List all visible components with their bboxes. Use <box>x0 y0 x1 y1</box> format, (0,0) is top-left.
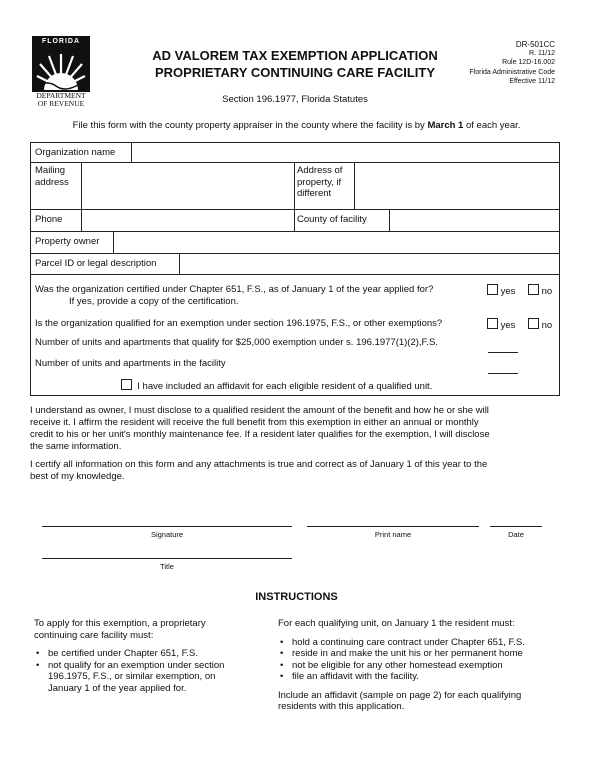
question-certified: Was the organization certified under Chapter 651, F.S., as of January 1 of the year applied for? <box>35 284 434 295</box>
form-meta <box>469 40 555 86</box>
print-name-line[interactable] <box>307 526 479 527</box>
left-intro-line: To apply for this exemption, a proprietary <box>34 618 206 629</box>
question-qualifying-units: Number of units and apartments that qualify for $25,000 exemption under s. 196.1977(1)(2),F.S. <box>35 337 438 348</box>
property-address-label-l3: different <box>297 188 332 199</box>
application-form <box>30 142 560 396</box>
qualified-no-option[interactable] <box>528 318 552 332</box>
list-item-line: January 1 of the year applied for. <box>48 682 187 694</box>
list-item-line: • not qualify for an exemption under section <box>48 659 225 671</box>
checkbox-icon[interactable] <box>487 284 498 295</box>
no-label: no <box>541 286 553 297</box>
print-name-label: Print name <box>374 530 412 539</box>
signature-line[interactable] <box>42 526 292 527</box>
yes-label: yes <box>500 286 516 297</box>
title-label: Title <box>160 562 174 571</box>
file-instruction-date: March 1 <box>427 120 464 131</box>
cell-divider <box>354 162 355 209</box>
phone-field[interactable] <box>83 211 292 229</box>
disclosure-line: receive it. I affirm the resident will receive the full benefit from this exemption in either an annual or monthly <box>30 417 479 428</box>
left-intro-line: continuing care facility must: <box>34 629 154 641</box>
yes-label: yes <box>500 320 516 331</box>
parcel-label: Parcel ID or legal description <box>35 258 157 269</box>
disclosure-line: the same information. <box>30 441 122 452</box>
list-item: • hold a continuing care contract under Chapter 651, F.S. <box>292 637 563 649</box>
file-instruction-prefix: File this form with the county property appraiser in the county where the facility is by <box>72 120 428 131</box>
instructions-left-column <box>34 618 264 694</box>
cell-divider <box>179 253 180 274</box>
mailing-address-label <box>35 165 69 188</box>
checkbox-icon[interactable] <box>528 318 539 329</box>
right-bullet-list <box>278 637 563 683</box>
form-number: DR-501CC <box>515 40 555 49</box>
checkbox-icon[interactable] <box>121 379 132 390</box>
logo-dept-line1: DEPARTMENT <box>36 91 86 100</box>
logo-dept-line2: OF REVENUE <box>37 99 85 108</box>
checkbox-icon[interactable] <box>487 318 498 329</box>
list-item: • file an affidavit with the facility. <box>292 671 563 683</box>
no-label: no <box>541 320 553 331</box>
certified-no-option[interactable] <box>528 284 552 298</box>
disclosure-line: I understand as owner, I must disclose to a qualified resident the amount of the benefit and how he or she will <box>30 405 489 416</box>
county-field[interactable] <box>391 211 557 229</box>
signature-label: Signature <box>150 530 184 539</box>
organization-name-field[interactable] <box>133 144 557 161</box>
statutes-line: Section 196.1977, Florida Statutes <box>222 94 368 105</box>
row-divider <box>31 231 559 232</box>
question-certified-note: If yes, provide a copy of the certification. <box>69 296 239 307</box>
list-item: • reside in and make the unit his or her permanent home <box>292 648 563 660</box>
property-address-label-l1: Address of <box>297 165 343 176</box>
form-rule: Rule 12D-16.002 <box>502 59 555 67</box>
form-effective: Effective 11/12 <box>509 77 555 85</box>
list-item-line: 196.1975, F.S., or similar exemption, on <box>48 671 216 682</box>
property-owner-field[interactable] <box>115 233 557 251</box>
cell-divider <box>113 231 114 253</box>
county-label: County of facility <box>297 214 367 225</box>
certified-yes-option[interactable] <box>487 284 515 298</box>
property-address-field[interactable] <box>356 164 557 207</box>
list-item: • be certified under Chapter 651, F.S. <box>48 648 264 660</box>
row-divider <box>31 209 559 210</box>
left-bullet-list <box>34 648 264 694</box>
checkbox-icon[interactable] <box>528 284 539 295</box>
date-label: Date <box>508 530 524 539</box>
form-admin-code: Florida Administrative Code <box>469 68 555 76</box>
question-qualified: Is the organization qualified for an exemption under section 196.1975, F.S., or other exemptions? <box>35 318 443 329</box>
affidavit-option[interactable] <box>121 379 432 393</box>
question-total-units: Number of units and apartments in the facility <box>35 358 226 369</box>
cell-divider <box>131 143 132 162</box>
mailing-address-label-l2: address <box>35 176 69 188</box>
organization-name-label: Organization name <box>35 147 116 158</box>
sunburst-icon <box>36 48 86 90</box>
cell-divider <box>81 162 82 209</box>
form-title-line2: PROPRIETARY CONTINUING CARE FACILITY <box>155 65 435 80</box>
form-revision: R. 11/12 <box>529 50 555 58</box>
list-item: • not be eligible for any other homestead exemption <box>292 660 563 672</box>
disclosure-line: credit to his or her unit's monthly maintenance fee. If a resident later qualifies for the exemption, I will disclose <box>30 429 490 440</box>
mailing-address-field[interactable] <box>83 164 292 207</box>
right-intro-line: For each qualifying unit, on January 1 the resident must: <box>278 618 515 629</box>
cell-divider <box>389 209 390 231</box>
instructions-heading: INSTRUCTIONS <box>255 591 338 603</box>
total-units-field[interactable] <box>488 373 518 374</box>
form-title-line1: AD VALOREM TAX EXEMPTION APPLICATION <box>152 48 438 63</box>
logo-state-text: FLORIDA <box>41 38 81 45</box>
affidavit-label: I have included an affidavit for each eligible resident of a qualified unit. <box>137 381 433 392</box>
certification-paragraph <box>30 459 562 483</box>
file-instruction <box>30 120 563 131</box>
cell-divider <box>81 209 82 231</box>
cell-divider <box>294 162 295 231</box>
phone-label: Phone <box>35 214 63 225</box>
property-address-label <box>297 165 342 200</box>
right-outro <box>278 690 563 713</box>
row-divider <box>31 162 559 163</box>
logo-box <box>32 36 90 92</box>
property-owner-label: Property owner <box>35 236 100 247</box>
title-line[interactable] <box>42 558 292 559</box>
owner-disclosure-paragraph <box>30 405 562 453</box>
certification-line: I certify all information on this form and any attachments is true and correct as of January 1 of this year to the <box>30 459 488 470</box>
property-address-label-l2: property, if <box>297 176 342 188</box>
row-divider <box>31 274 559 275</box>
right-outro-line: Include an affidavit (sample on page 2) for each qualifying <box>278 689 522 701</box>
certification-line: best of my knowledge. <box>30 471 125 482</box>
right-outro-line: residents with this application. <box>278 701 405 712</box>
row-divider <box>31 253 559 254</box>
dor-logo <box>32 36 90 108</box>
logo-dept-text <box>28 92 94 108</box>
qualifying-units-field[interactable] <box>488 352 518 353</box>
instructions-right-column <box>278 618 563 713</box>
list-item <box>48 660 264 695</box>
qualified-yes-option[interactable] <box>487 318 515 332</box>
file-instruction-suffix: of each year. <box>463 120 521 131</box>
parcel-field[interactable] <box>181 255 557 272</box>
date-line[interactable] <box>490 526 542 527</box>
mailing-address-label-l1: Mailing <box>35 165 66 176</box>
